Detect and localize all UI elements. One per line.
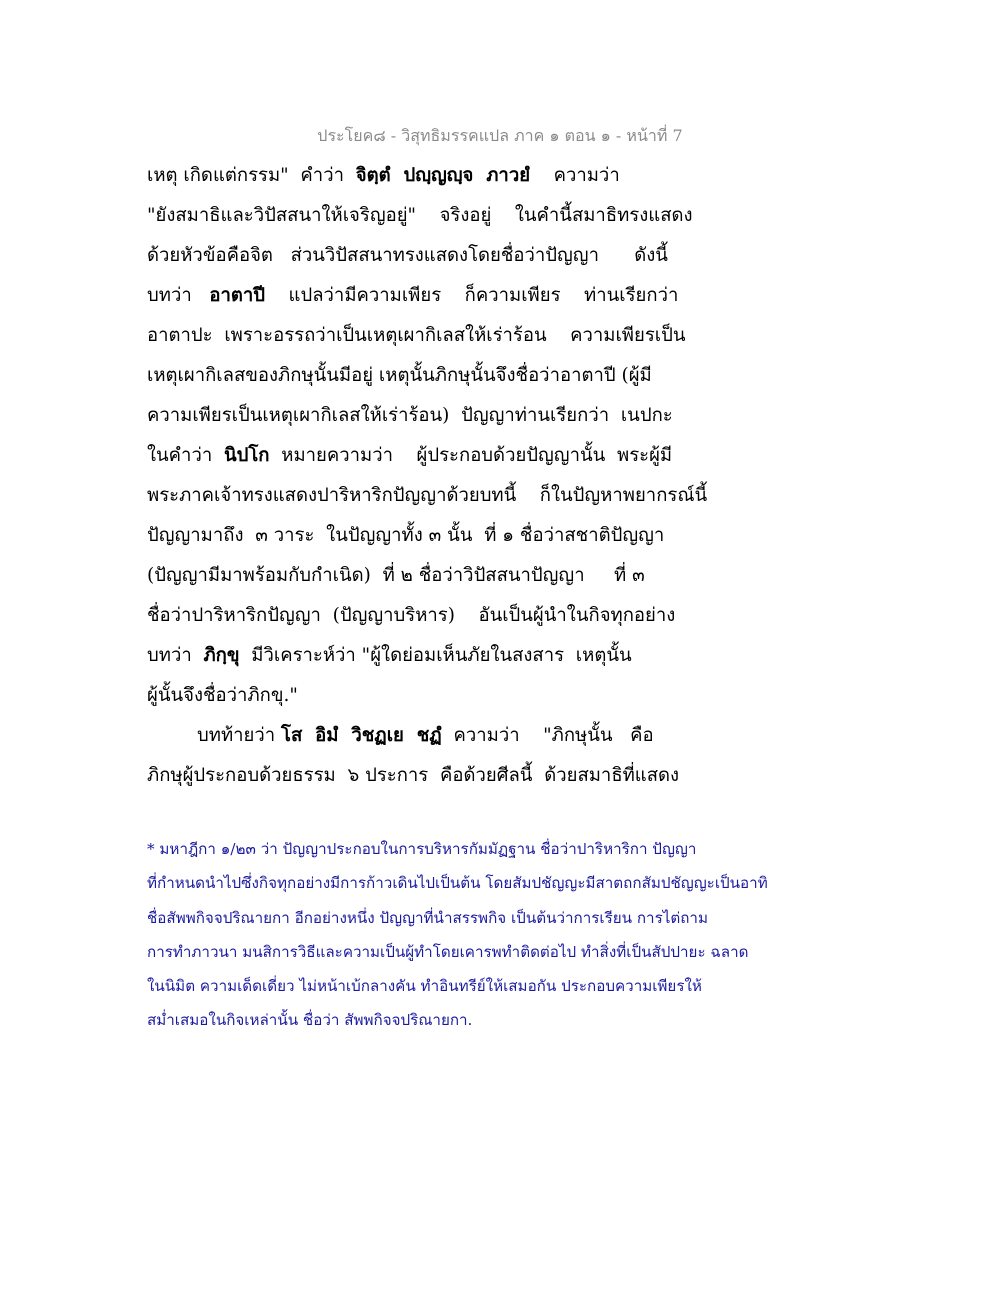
body-line bbox=[147, 156, 747, 196]
body-line bbox=[147, 276, 747, 316]
body-text-segment: (ปัญญามีมาพร้อมกับกำเนิด) ที่ ๒ ชื่อว่าวิปัสสนาปัญญา ที่ ๓ bbox=[147, 565, 645, 586]
body-text-segment: อาตาปะ เพราะอรรถว่าเป็นเหตุเผากิเลสให้เร่าร้อน ความเพียรเป็น bbox=[147, 325, 686, 346]
body-line bbox=[147, 396, 747, 436]
pali-term: จิตฺตํ ปญฺญญฺจ ภาวยํ bbox=[355, 165, 531, 186]
body-line bbox=[147, 596, 747, 636]
body-line bbox=[147, 676, 747, 716]
body-line bbox=[147, 756, 747, 796]
body-text-segment: มีวิเคราะห์ว่า "ผู้ใดย่อมเห็นภัยในสงสาร เหตุนั้น bbox=[239, 645, 632, 666]
footnote-line: * มหาฎีกา ๑/๒๓ ว่า ปัญญาประกอบในการบริหารกัมมัฏฐาน ชื่อว่าปาริหาริกา ปัญญา bbox=[147, 840, 697, 858]
body-text-segment: ความเพียรเป็นเหตุเผากิเลสให้เร่าร้อน) ปัญญาท่านเรียกว่า เนปกะ bbox=[147, 405, 673, 426]
body-text-segment: เหตุเผากิเลสของภิกษุนั้นมีอยู่ เหตุนั้นภิกษุนั้นจึงชื่อว่าอาตาปี (ผู้มี bbox=[147, 365, 652, 386]
body-line bbox=[147, 236, 747, 276]
body-line bbox=[147, 316, 747, 356]
body-text-segment: ความว่า "ภิกษุนั้น คือ bbox=[441, 725, 654, 746]
body-text-segment: ในคำว่า bbox=[147, 445, 224, 466]
body-text-segment: ภิกษุผู้ประกอบด้วยธรรม ๖ ประการ คือด้วยศีลนี้ ด้วยสมาธิที่แสดง bbox=[147, 765, 680, 786]
footnote-line: สม่ำเสมอในกิจเหล่านั้น ชื่อว่า สัพพกิจจปริณายกา. bbox=[147, 1011, 473, 1030]
page-header: ประโยค๘ - วิสุทธิมรรคแปล ภาค ๑ ตอน ๑ - หน้าที่ 7 bbox=[317, 126, 683, 145]
body-line bbox=[147, 436, 747, 476]
body-text-segment: ชื่อว่าปาริหาริกปัญญา (ปัญญาบริหาร) อันเป็นผู้นำในกิจทุกอย่าง bbox=[147, 605, 676, 626]
pali-term: อาตาปี bbox=[209, 285, 266, 306]
footnote-line: ชื่อสัพพกิจจปริณายกา อีกอย่างหนึ่ง ปัญญาที่นำสรรพกิจ เป็นต้นว่าการเรียน การไต่ถาม bbox=[147, 908, 708, 927]
body-line bbox=[147, 716, 747, 756]
pali-term: นิปโก bbox=[223, 445, 270, 466]
body-text-segment: บทว่า bbox=[147, 285, 210, 306]
footnote bbox=[147, 832, 867, 1038]
body-text-segment: ด้วยหัวข้อคือจิต ส่วนวิปัสสนาทรงแสดงโดยชื่อว่าปัญญา ดังนี้ bbox=[147, 245, 668, 266]
pali-term: ภิกฺขุ bbox=[203, 645, 240, 666]
body-text-segment: "ยังสมาธิและวิปัสสนาให้เจริญอยู่" จริงอยู่ ในคำนี้สมาธิทรงแสดง bbox=[147, 205, 693, 226]
body-line bbox=[147, 636, 747, 676]
body-text-segment: แปลว่ามีความเพียร ก็ความเพียร ท่านเรียกว่า bbox=[265, 285, 679, 306]
body-text-segment: หมายความว่า ผู้ประกอบด้วยปัญญานั้น พระผู้มี bbox=[269, 445, 673, 466]
body-text-segment: ผู้นั้นจึงชื่อว่าภิกขุ." bbox=[147, 685, 298, 706]
footnote-line: การทำภาวนา มนสิการวิธีและความเป็นผู้ทำโดยเคารพทำติดต่อไป ทำสิ่งที่เป็นสัปปายะ ฉลาด bbox=[147, 942, 749, 961]
body-text-segment: ปัญญามาถึง ๓ วาระ ในปัญญาทั้ง ๓ นั้น ที่ ๑ ชื่อว่าสชาติปัญญา bbox=[147, 525, 665, 546]
body-text-segment: เหตุ เกิดแต่กรรม" คำว่า bbox=[147, 165, 356, 186]
body-line bbox=[147, 556, 747, 596]
footnote-line: ในนิมิต ความเด็ดเดี่ยว ไม่หน้าเบ้กลางคัน ทำอินทรีย์ให้เสมอกัน ประกอบความเพียรให้ bbox=[147, 977, 702, 996]
body-text-segment: ความว่า bbox=[530, 165, 620, 186]
body-text-segment: พระภาคเจ้าทรงแสดงปาริหาริกปัญญาด้วยบทนี้ ก็ในปัญหาพยากรณ์นี้ bbox=[147, 485, 708, 506]
body-line bbox=[147, 476, 747, 516]
footnote-line: ที่กำหนดนำไปซึ่งกิจทุกอย่างมีการก้าวเดินไปเป็นต้น โดยสัมปชัญญะมีสาตถกสัมปชัญญะเป็นอาทิ bbox=[147, 874, 768, 893]
body-text-segment: บทท้ายว่า bbox=[197, 725, 282, 746]
body-line bbox=[147, 516, 747, 556]
body-line bbox=[147, 356, 747, 396]
body-text bbox=[147, 156, 747, 796]
pali-term: โส อิมํ วิชฏเย ชฏํ bbox=[281, 725, 442, 746]
body-line bbox=[147, 196, 747, 236]
body-text-segment: บทว่า bbox=[147, 645, 204, 666]
